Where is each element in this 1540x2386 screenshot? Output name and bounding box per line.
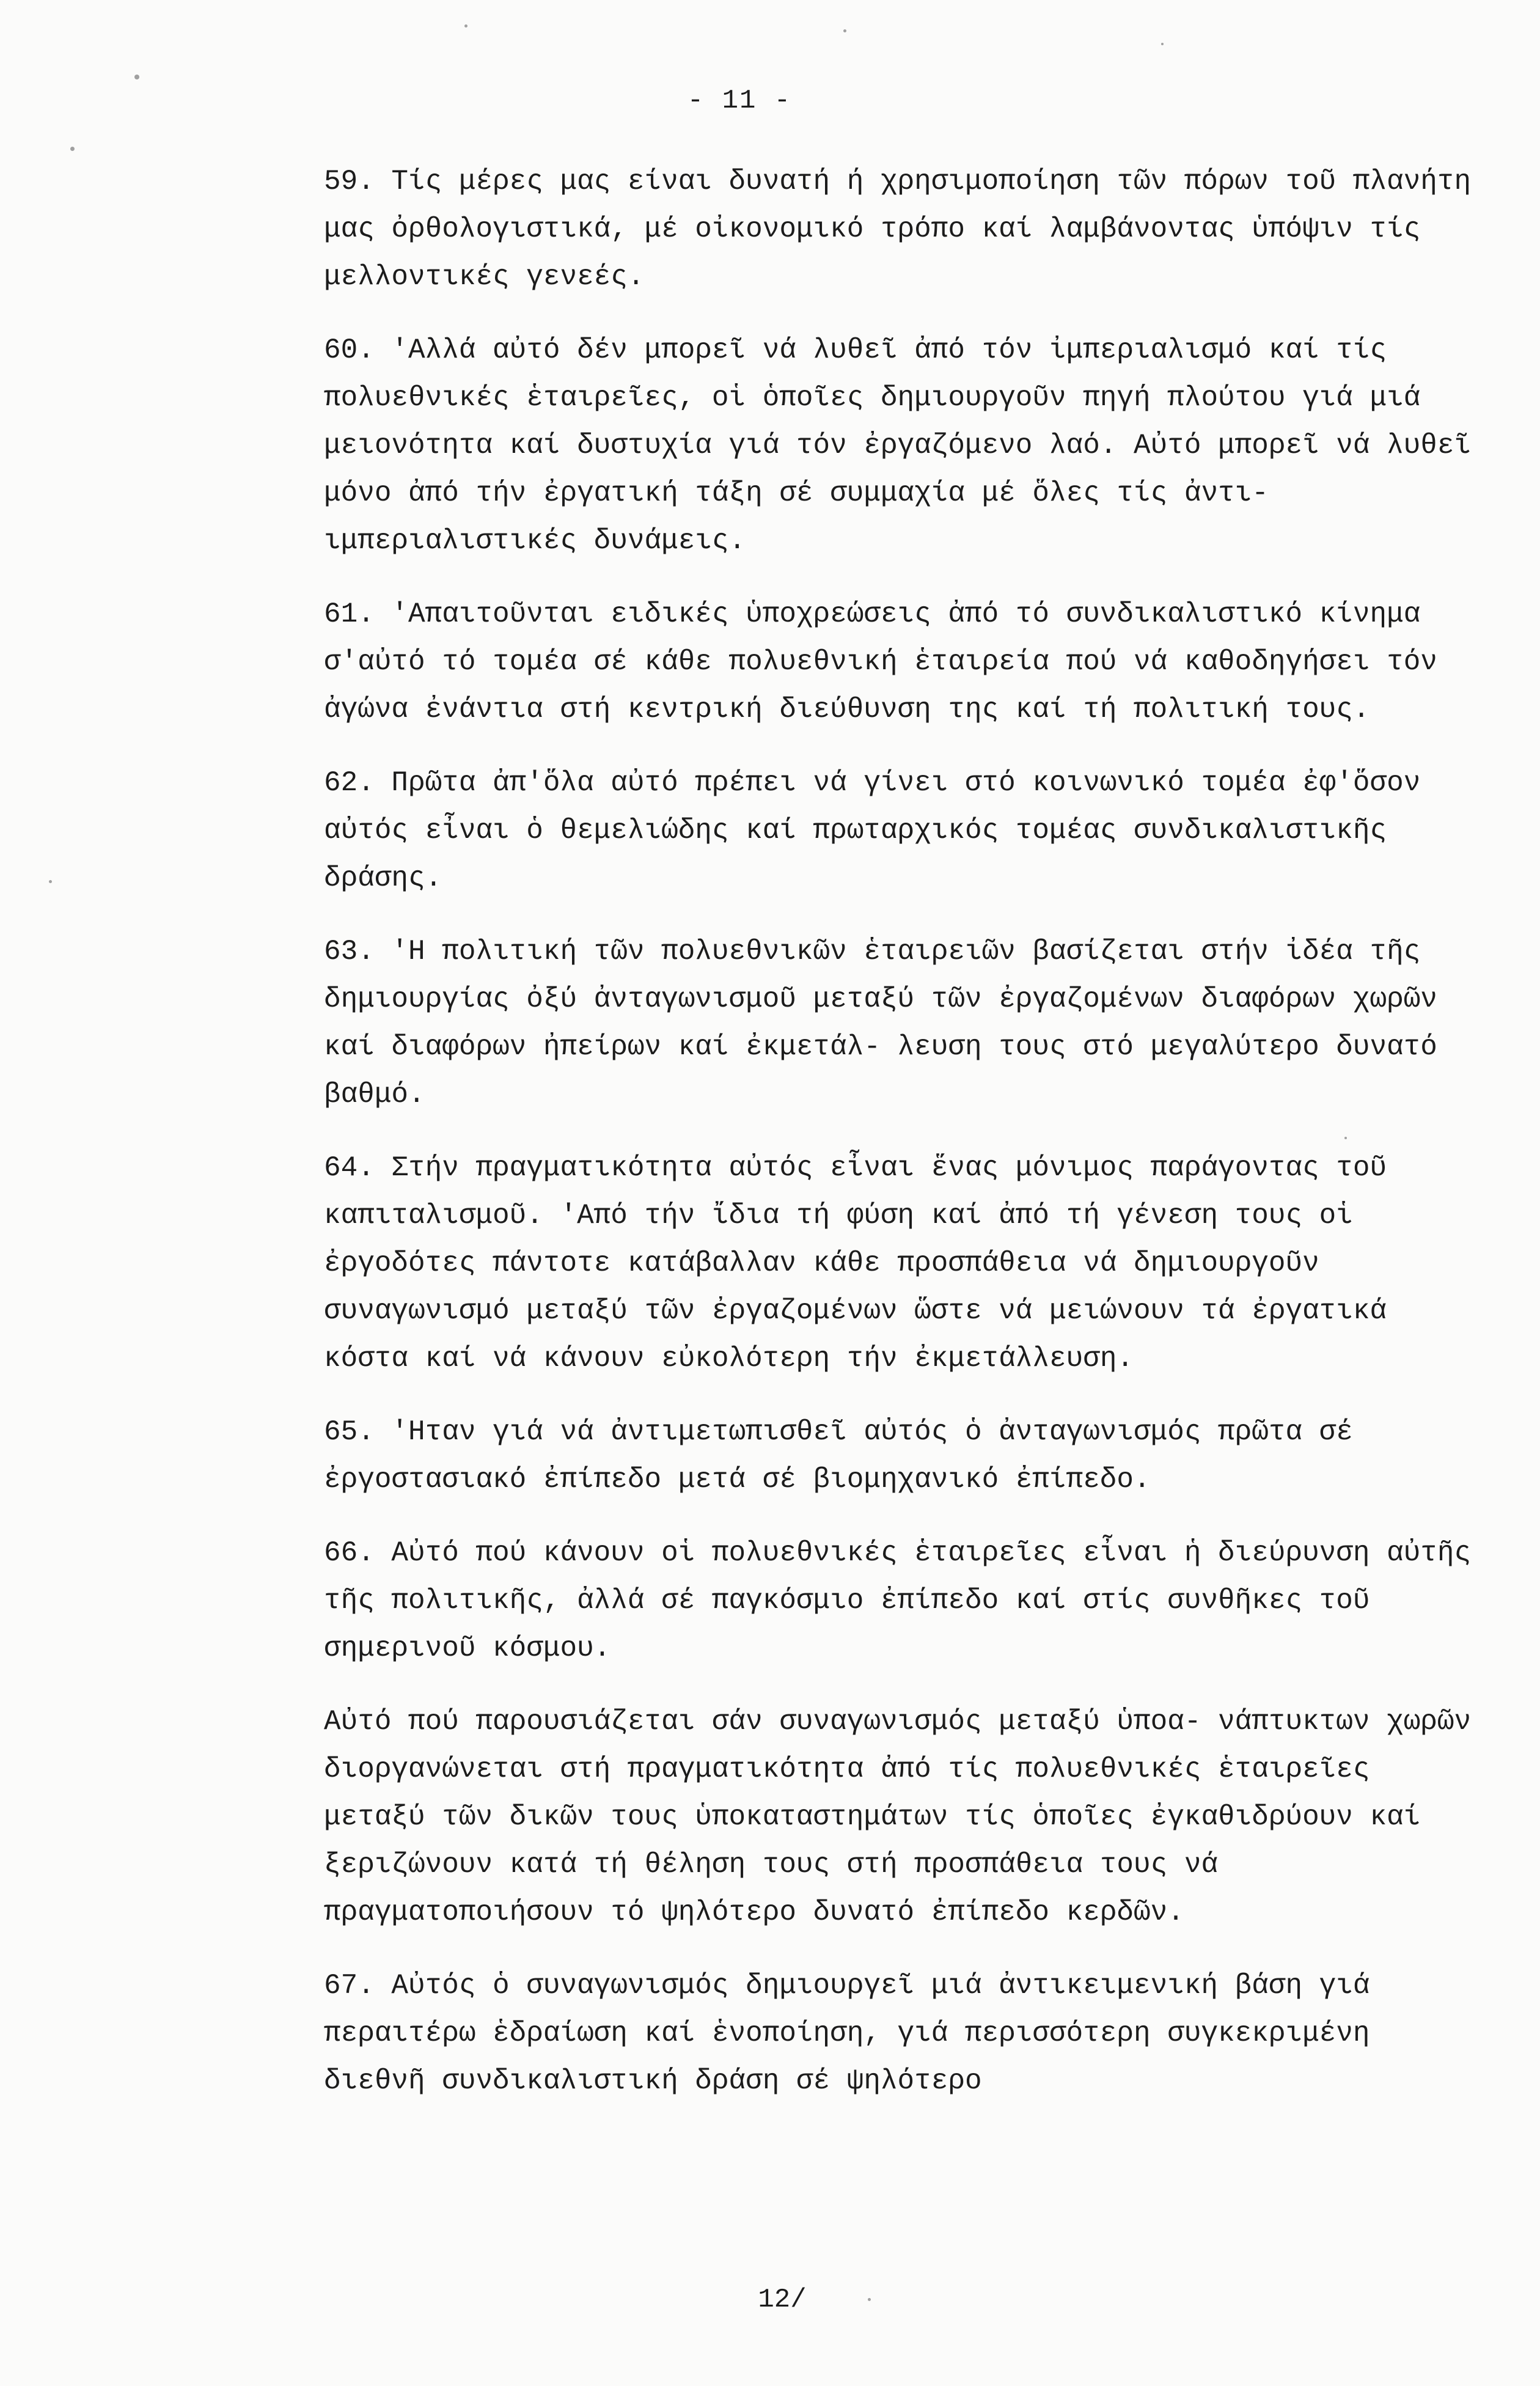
scan-speck [843,29,846,32]
scan-speck [49,880,52,883]
text-line: λαό. Αὐτό μπορεῖ νά λυθεῖ μόνο ἀπό τήν ἐργατική τάξη σέ [324,430,1472,509]
text-line: ἐργαζομένων διαφόρων χωρῶν καί διαφόρων ἠπείρων καί ἐκμετάλ- [324,983,1437,1063]
text-line: νά δημιουργοῦν συναγωνισμό μεταξύ τῶν ἐργαζομένων ὥστε νά [324,1247,1319,1327]
page-number: - 11 - [687,86,792,116]
scan-speck [70,147,75,151]
scan-speck [868,2298,871,2301]
text-line: 63. 'Η πολιτική τῶν πολυεθνικῶν ἑταιρειῶν βασίζεται [324,936,1184,967]
paragraph-64 [324,1144,1485,1382]
text-line: 61. 'Απαιτοῦνται ειδικές ὑποχρεώσεις ἀπό τό συνδικαλιστικό [324,598,1303,630]
text-line: νάπτυκτων χωρῶν διοργανώνεται στή πραγματικότητα ἀπό τίς [324,1706,1472,1785]
text-line: ἐπίπεδο κερδῶν. [931,1896,1184,1928]
scan-speck [1344,1137,1347,1139]
text-line: 66. Αὐτό πού κάνουν οἱ πολυεθνικές ἑταιρεῖες εἶναι ἡ [324,1537,1201,1569]
text-line: διεύρυνση αὐτῆς τῆς πολιτικῆς, ἀλλά σέ παγκόσμιο ἐπίπεδο καί [324,1537,1472,1617]
text-line: συγκεκριμένη διεθνῆ συνδικαλιστική δράση σέ ψηλότερο [324,2017,1370,2097]
text-line: 65. 'Ηταν γιά νά ἀντιμετωπισθεῖ αὐτός ὁ ἀνταγωνισμός πρῶτα [324,1416,1303,1448]
text-line: 64. Στήν πραγματικότητα αὐτός εἶναι ἕνας μόνιμος [324,1152,1134,1184]
text-line: 67. Αὐτός ὁ συναγωνισμός δημιουργεῖ μιά ἀντικειμενική [324,1970,1219,2002]
text-line: 62. Πρῶτα ἀπ'ὅλα αὐτό πρέπει νά γίνει στό κοινωνικό [324,767,1184,799]
paragraph-67 [324,1962,1485,2105]
paragraph-63 [324,928,1485,1118]
text-line: βάση γιά περαιτέρω ἑδραίωση καί ἑνοποίηση, γιά περισσότερη [324,1970,1370,2049]
paragraph-61 [324,590,1485,733]
paragraph-60 [324,326,1485,565]
text-line: λαμβάνοντας ὑπόψιν τίς μελλοντικές γενεές. [324,213,1421,293]
text-line: τή γένεση τους οἱ ἐργοδότες πάντοτε κατάβαλλαν κάθε προσπάθεια [324,1200,1353,1279]
text-line: τίς ὁποῖες ἐγκαθιδρύουν καί ξεριζώνουν κατά τή θέληση τους στή [324,1801,1421,1881]
scan-speck [134,75,139,79]
text-line: καθοδηγήσει τόν ἀγώνα ἐνάντια στή κεντρική διεύθυνση της καί [324,646,1437,725]
text-line: τομέα ἐφ'ὅσον αὐτός εἶναι ὁ θεμελιώδης καί πρωταρχικός [324,767,1421,846]
scan-speck [1161,43,1164,45]
paragraph-66-continued [324,1698,1485,1936]
text-line: τοῦ πλανήτη μας ὀρθολογιστικά, μέ οἰκονομικό τρόπο καί [324,166,1472,245]
text-line: προσπάθεια τους νά πραγματοποιήσουν τό ψηλότερο δυνατό [324,1849,1219,1928]
text-line: στίς συνθῆκες τοῦ σημερινοῦ κόσμου. [324,1585,1370,1664]
text-line: πλούτου γιά μιά μειονότητα καί δυστυχία γιά τόν ἐργαζόμενο [324,382,1421,461]
text-line: 59. Τίς μέρες μας είναι δυνατή ή χρησιμοποίηση τῶν πόρων [324,166,1269,197]
text-line: καί τίς πολυεθνικές ἑταιρεῖες, οἱ ὁποῖες δημιουργοῦν πηγή [324,334,1387,414]
paragraph-62 [324,759,1485,902]
body-text [324,158,1485,2131]
text-line: σέ ἐργοστασιακό ἐπίπεδο μετά σέ βιομηχανικό ἐπίπεδο. [324,1416,1353,1496]
text-line: ἐκμετάλλευση. [914,1343,1134,1375]
text-line: κίνημα σ'αὐτό τό τομέα σέ κάθε πολυεθνική ἑταιρεία πού νά [324,598,1421,678]
text-line: λευση τους στό μεγαλύτερο δυνατό βαθμό. [324,1031,1437,1110]
paragraph-65 [324,1408,1485,1503]
text-line: στήν ἰδέα τῆς δημιουργίας ὀξύ ἀνταγωνισμοῦ μεταξύ τῶν [324,936,1421,1015]
text-line: τομέας συνδικαλιστικῆς δράσης. [324,815,1387,894]
text-line: 60. 'Αλλά αὐτό δέν μπορεῖ νά λυθεῖ ἀπό τόν ἰμπεριαλισμό [324,334,1252,366]
text-line: μειώνουν τά ἐργατικά κόστα καί νά κάνουν εὐκολότερη τήν [324,1295,1387,1375]
text-line: Αὐτό πού παρουσιάζεται σάν συναγωνισμός μεταξύ ὑποα- [324,1706,1201,1738]
paragraph-59 [324,158,1485,301]
scan-speck [464,24,468,28]
text-line: πολυεθνικές ἑταιρεῖες μεταξύ τῶν δικῶν τους ὑποκαταστημάτων [324,1753,1370,1833]
paragraph-66 [324,1529,1485,1672]
continuation-marker: 12/ [758,2285,807,2315]
text-line: τή πολιτική τους. [1083,694,1370,725]
text-line: συμμαχία μέ ὅλες τίς ἀντι-ιμπεριαλιστικές δυνάμεις. [324,477,1269,557]
text-line: παράγοντας τοῦ καπιταλισμοῦ. 'Από τήν ἴδια τή φύση καί ἀπό [324,1152,1387,1232]
